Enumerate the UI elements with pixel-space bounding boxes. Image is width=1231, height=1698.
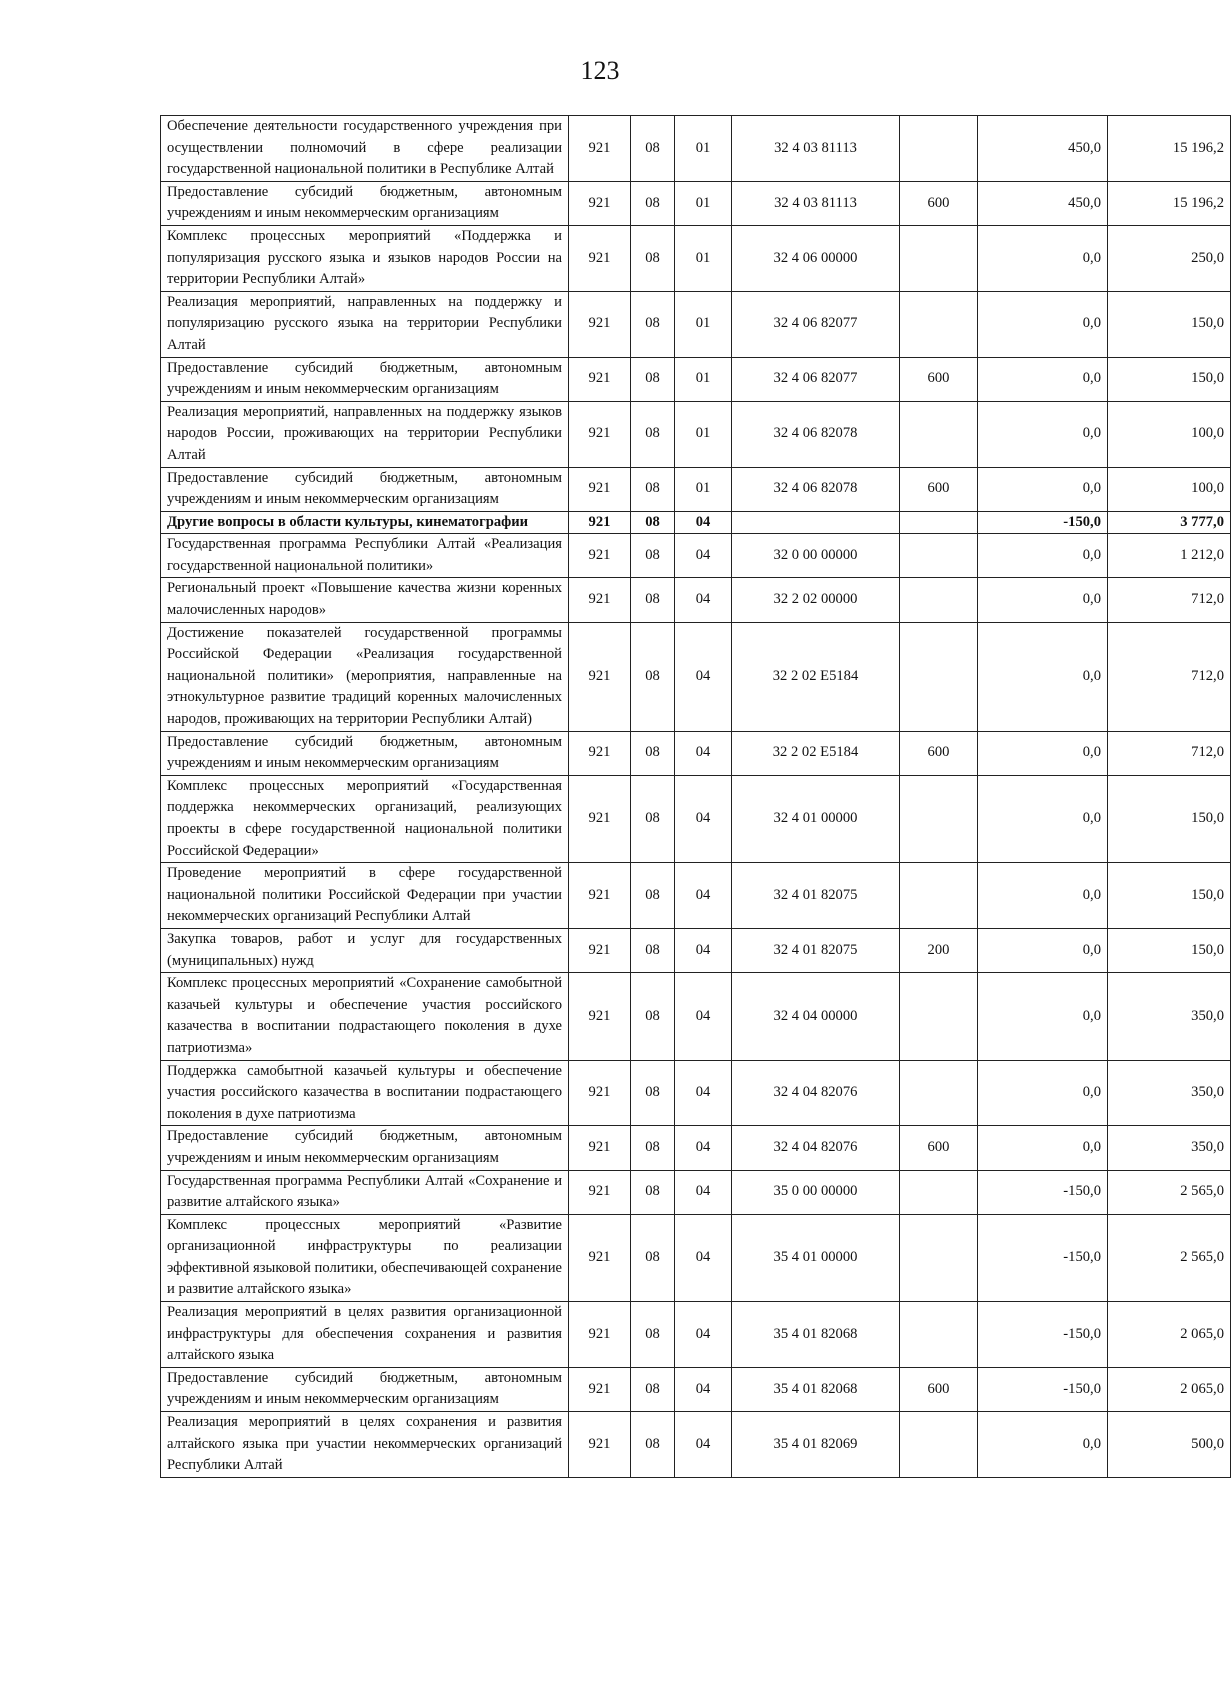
amount-total: 100,0 — [1108, 401, 1231, 467]
expense-type — [900, 1302, 978, 1368]
table-row — [161, 116, 1231, 182]
amount-total: 150,0 — [1108, 291, 1231, 357]
section-code: 08 — [631, 511, 675, 534]
ministry-code: 921 — [569, 1302, 631, 1368]
subsection-code: 04 — [675, 775, 732, 862]
subsection-code: 01 — [675, 291, 732, 357]
amount-total: 1 212,0 — [1108, 534, 1231, 578]
row-name: Поддержка самобытной казачьей культуры и обеспечение участия российского казачества в воспитании подрастающего поколения в духе патриотизма — [161, 1060, 569, 1126]
ministry-code: 921 — [569, 511, 631, 534]
ministry-code: 921 — [569, 863, 631, 929]
amount-change: 0,0 — [978, 357, 1108, 401]
amount-total: 150,0 — [1108, 928, 1231, 972]
subsection-code: 01 — [675, 225, 732, 291]
amount-change: 0,0 — [978, 622, 1108, 731]
expense-type — [900, 973, 978, 1060]
section-code: 08 — [631, 973, 675, 1060]
subsection-code: 01 — [675, 401, 732, 467]
amount-change: -150,0 — [978, 1302, 1108, 1368]
amount-total: 2 065,0 — [1108, 1302, 1231, 1368]
section-code: 08 — [631, 1170, 675, 1214]
ministry-code: 921 — [569, 181, 631, 225]
section-code: 08 — [631, 116, 675, 182]
target-article: 32 0 00 00000 — [732, 534, 900, 578]
amount-change: 0,0 — [978, 731, 1108, 775]
row-name: Закупка товаров, работ и услуг для государственных (муниципальных) нужд — [161, 928, 569, 972]
ministry-code: 921 — [569, 291, 631, 357]
table-row — [161, 1412, 1231, 1478]
expense-type — [900, 775, 978, 862]
section-code: 08 — [631, 534, 675, 578]
subsection-code: 04 — [675, 622, 732, 731]
amount-total: 15 196,2 — [1108, 181, 1231, 225]
amount-change: 0,0 — [978, 467, 1108, 511]
table-row — [161, 467, 1231, 511]
subsection-code: 04 — [675, 578, 732, 622]
subsection-code: 01 — [675, 467, 732, 511]
expense-type — [900, 1412, 978, 1478]
ministry-code: 921 — [569, 775, 631, 862]
subsection-code: 04 — [675, 511, 732, 534]
row-name: Реализация мероприятий, направленных на поддержку и популяризацию русского языка на территории Республики Алтай — [161, 291, 569, 357]
amount-total: 712,0 — [1108, 731, 1231, 775]
subsection-code: 04 — [675, 863, 732, 929]
table-row — [161, 401, 1231, 467]
section-code: 08 — [631, 928, 675, 972]
expense-type — [900, 401, 978, 467]
amount-total: 100,0 — [1108, 467, 1231, 511]
subsection-code: 04 — [675, 731, 732, 775]
section-code: 08 — [631, 863, 675, 929]
target-article: 32 4 04 82076 — [732, 1126, 900, 1170]
expense-type: 600 — [900, 731, 978, 775]
table-row — [161, 1367, 1231, 1411]
amount-change: -150,0 — [978, 511, 1108, 534]
amount-change: 0,0 — [978, 775, 1108, 862]
target-article: 32 4 04 00000 — [732, 973, 900, 1060]
table-row — [161, 225, 1231, 291]
ministry-code: 921 — [569, 1367, 631, 1411]
amount-total: 350,0 — [1108, 973, 1231, 1060]
amount-change: 0,0 — [978, 1060, 1108, 1126]
ministry-code: 921 — [569, 928, 631, 972]
subsection-code: 01 — [675, 116, 732, 182]
ministry-code: 921 — [569, 578, 631, 622]
table-row — [161, 1126, 1231, 1170]
page-number: 123 — [580, 56, 620, 85]
subsection-code: 04 — [675, 1126, 732, 1170]
amount-change: 0,0 — [978, 401, 1108, 467]
table-row — [161, 1214, 1231, 1301]
section-code: 08 — [631, 225, 675, 291]
row-name: Обеспечение деятельности государственного учреждения при осуществлении полномочий в сфере реализации государственной национальной политики в Республике Алтай — [161, 116, 569, 182]
subsection-code: 04 — [675, 534, 732, 578]
target-article: 32 4 03 81113 — [732, 116, 900, 182]
section-code: 08 — [631, 1412, 675, 1478]
table-row — [161, 622, 1231, 731]
expense-type — [900, 622, 978, 731]
expense-type: 600 — [900, 181, 978, 225]
row-name: Предоставление субсидий бюджетным, автономным учреждениям и иным некоммерческим организациям — [161, 181, 569, 225]
expense-type — [900, 534, 978, 578]
section-code: 08 — [631, 291, 675, 357]
expense-type — [900, 1060, 978, 1126]
target-article: 35 0 00 00000 — [732, 1170, 900, 1214]
target-article: 32 4 03 81113 — [732, 181, 900, 225]
row-name: Комплекс процессных мероприятий «Государственная поддержка некоммерческих организаций, реализующих проекты в сфере государственной национальной политики Российской Федерации» — [161, 775, 569, 862]
target-article: 32 4 01 00000 — [732, 775, 900, 862]
section-code: 08 — [631, 467, 675, 511]
budget-table — [160, 115, 1231, 1478]
table-row — [161, 1060, 1231, 1126]
amount-change: 0,0 — [978, 1412, 1108, 1478]
subsection-code: 04 — [675, 1170, 732, 1214]
section-code: 08 — [631, 622, 675, 731]
row-name: Реализация мероприятий в целях развития организационной инфраструктуры для обеспечения сохранения и развития алтайского языка — [161, 1302, 569, 1368]
amount-total: 712,0 — [1108, 622, 1231, 731]
section-code: 08 — [631, 181, 675, 225]
target-article: 32 4 04 82076 — [732, 1060, 900, 1126]
amount-change: 0,0 — [978, 578, 1108, 622]
target-article: 32 4 06 82077 — [732, 357, 900, 401]
section-code: 08 — [631, 1060, 675, 1126]
row-name: Предоставление субсидий бюджетным, автономным учреждениям и иным некоммерческим организациям — [161, 1126, 569, 1170]
subsection-code: 01 — [675, 181, 732, 225]
subsection-code: 01 — [675, 357, 732, 401]
amount-change: 0,0 — [978, 863, 1108, 929]
amount-change: 0,0 — [978, 225, 1108, 291]
target-article: 32 4 01 82075 — [732, 928, 900, 972]
section-code: 08 — [631, 1214, 675, 1301]
expense-type: 200 — [900, 928, 978, 972]
section-code: 08 — [631, 357, 675, 401]
amount-total: 350,0 — [1108, 1060, 1231, 1126]
target-article: 32 4 06 82078 — [732, 401, 900, 467]
row-name: Комплекс процессных мероприятий «Поддержка и популяризация русского языка и языков народов России на территории Республики Алтай» — [161, 225, 569, 291]
expense-type — [900, 1214, 978, 1301]
target-article: 35 4 01 82068 — [732, 1367, 900, 1411]
target-article: 35 4 01 82069 — [732, 1412, 900, 1478]
ministry-code: 921 — [569, 1126, 631, 1170]
subsection-code: 04 — [675, 1060, 732, 1126]
ministry-code: 921 — [569, 225, 631, 291]
amount-change: 0,0 — [978, 291, 1108, 357]
ministry-code: 921 — [569, 467, 631, 511]
target-article: 35 4 01 82068 — [732, 1302, 900, 1368]
table-row — [161, 731, 1231, 775]
expense-type — [900, 511, 978, 534]
row-name: Комплекс процессных мероприятий «Сохранение самобытной казачьей культуры и обеспечение участия российского казачества в воспитании подрастающего поколения в духе патриотизма» — [161, 973, 569, 1060]
table-row — [161, 973, 1231, 1060]
amount-change: 450,0 — [978, 181, 1108, 225]
amount-change: 0,0 — [978, 1126, 1108, 1170]
table-row — [161, 1302, 1231, 1368]
amount-change: 0,0 — [978, 928, 1108, 972]
row-name: Реализация мероприятий в целях сохранения и развития алтайского языка при участии некоммерческих организаций Республики Алтай — [161, 1412, 569, 1478]
amount-change: 450,0 — [978, 116, 1108, 182]
amount-total: 2 565,0 — [1108, 1170, 1231, 1214]
subsection-code: 04 — [675, 1302, 732, 1368]
amount-change: -150,0 — [978, 1170, 1108, 1214]
amount-total: 3 777,0 — [1108, 511, 1231, 534]
target-article: 32 2 02 E5184 — [732, 731, 900, 775]
ministry-code: 921 — [569, 1170, 631, 1214]
expense-type — [900, 863, 978, 929]
expense-type — [900, 225, 978, 291]
ministry-code: 921 — [569, 534, 631, 578]
ministry-code: 921 — [569, 116, 631, 182]
row-name: Достижение показателей государственной программы Российской Федерации «Реализация государственной национальной политики» (мероприятия, направленные на этнокультурное развитие традиций коренных малочисленных народов, проживающих на территории Республики Алтай) — [161, 622, 569, 731]
amount-change: -150,0 — [978, 1214, 1108, 1301]
expense-type: 600 — [900, 357, 978, 401]
row-name: Другие вопросы в области культуры, кинематографии — [161, 511, 569, 534]
ministry-code: 921 — [569, 401, 631, 467]
table-row — [161, 775, 1231, 862]
target-article: 32 4 06 82077 — [732, 291, 900, 357]
subsection-code: 04 — [675, 1367, 732, 1411]
target-article: 35 4 01 00000 — [732, 1214, 900, 1301]
amount-total: 712,0 — [1108, 578, 1231, 622]
table-row — [161, 578, 1231, 622]
table-row — [161, 928, 1231, 972]
amount-change: -150,0 — [978, 1367, 1108, 1411]
row-name: Предоставление субсидий бюджетным, автономным учреждениям и иным некоммерческим организациям — [161, 357, 569, 401]
section-code: 08 — [631, 401, 675, 467]
row-name: Предоставление субсидий бюджетным, автономным учреждениям и иным некоммерческим организациям — [161, 1367, 569, 1411]
ministry-code: 921 — [569, 357, 631, 401]
target-article: 32 4 06 82078 — [732, 467, 900, 511]
expense-type: 600 — [900, 1367, 978, 1411]
amount-total: 150,0 — [1108, 357, 1231, 401]
subsection-code: 04 — [675, 1214, 732, 1301]
expense-type — [900, 116, 978, 182]
row-name: Проведение мероприятий в сфере государственной национальной политики Российской Федерации при участии некоммерческих организаций Республики Алтай — [161, 863, 569, 929]
expense-type — [900, 578, 978, 622]
ministry-code: 921 — [569, 1412, 631, 1478]
row-name: Комплекс процессных мероприятий «Развитие организационной инфраструктуры по реализации эффективной языковой политики, обеспечивающей сохранение и развитие алтайского языка» — [161, 1214, 569, 1301]
expense-type — [900, 1170, 978, 1214]
table-row — [161, 863, 1231, 929]
table-row — [161, 357, 1231, 401]
section-code: 08 — [631, 1367, 675, 1411]
row-name: Государственная программа Республики Алтай «Реализация государственной национальной политики» — [161, 534, 569, 578]
row-name: Предоставление субсидий бюджетным, автономным учреждениям и иным некоммерческим организациям — [161, 467, 569, 511]
subsection-code: 04 — [675, 973, 732, 1060]
row-name: Предоставление субсидий бюджетным, автономным учреждениям и иным некоммерческим организациям — [161, 731, 569, 775]
amount-change: 0,0 — [978, 534, 1108, 578]
target-article: 32 4 06 00000 — [732, 225, 900, 291]
amount-total: 500,0 — [1108, 1412, 1231, 1478]
row-name: Государственная программа Республики Алтай «Сохранение и развитие алтайского языка» — [161, 1170, 569, 1214]
section-code: 08 — [631, 1302, 675, 1368]
table-body — [161, 116, 1231, 1478]
section-code: 08 — [631, 731, 675, 775]
ministry-code: 921 — [569, 731, 631, 775]
expense-type: 600 — [900, 467, 978, 511]
ministry-code: 921 — [569, 622, 631, 731]
table-row — [161, 511, 1231, 534]
amount-change: 0,0 — [978, 973, 1108, 1060]
ministry-code: 921 — [569, 1214, 631, 1301]
ministry-code: 921 — [569, 1060, 631, 1126]
row-name: Реализация мероприятий, направленных на поддержку языков народов России, проживающих на территории Республики Алтай — [161, 401, 569, 467]
expense-type — [900, 291, 978, 357]
amount-total: 250,0 — [1108, 225, 1231, 291]
ministry-code: 921 — [569, 973, 631, 1060]
table-row — [161, 181, 1231, 225]
row-name: Региональный проект «Повышение качества жизни коренных малочисленных народов» — [161, 578, 569, 622]
target-article: 32 4 01 82075 — [732, 863, 900, 929]
subsection-code: 04 — [675, 1412, 732, 1478]
expense-type: 600 — [900, 1126, 978, 1170]
amount-total: 2 065,0 — [1108, 1367, 1231, 1411]
amount-total: 15 196,2 — [1108, 116, 1231, 182]
table-row — [161, 1170, 1231, 1214]
section-code: 08 — [631, 775, 675, 862]
amount-total: 150,0 — [1108, 775, 1231, 862]
table-row — [161, 291, 1231, 357]
amount-total: 350,0 — [1108, 1126, 1231, 1170]
target-article: 32 2 02 00000 — [732, 578, 900, 622]
section-code: 08 — [631, 578, 675, 622]
target-article: 32 2 02 E5184 — [732, 622, 900, 731]
target-article — [732, 511, 900, 534]
amount-total: 150,0 — [1108, 863, 1231, 929]
subsection-code: 04 — [675, 928, 732, 972]
section-code: 08 — [631, 1126, 675, 1170]
amount-total: 2 565,0 — [1108, 1214, 1231, 1301]
table-row — [161, 534, 1231, 578]
